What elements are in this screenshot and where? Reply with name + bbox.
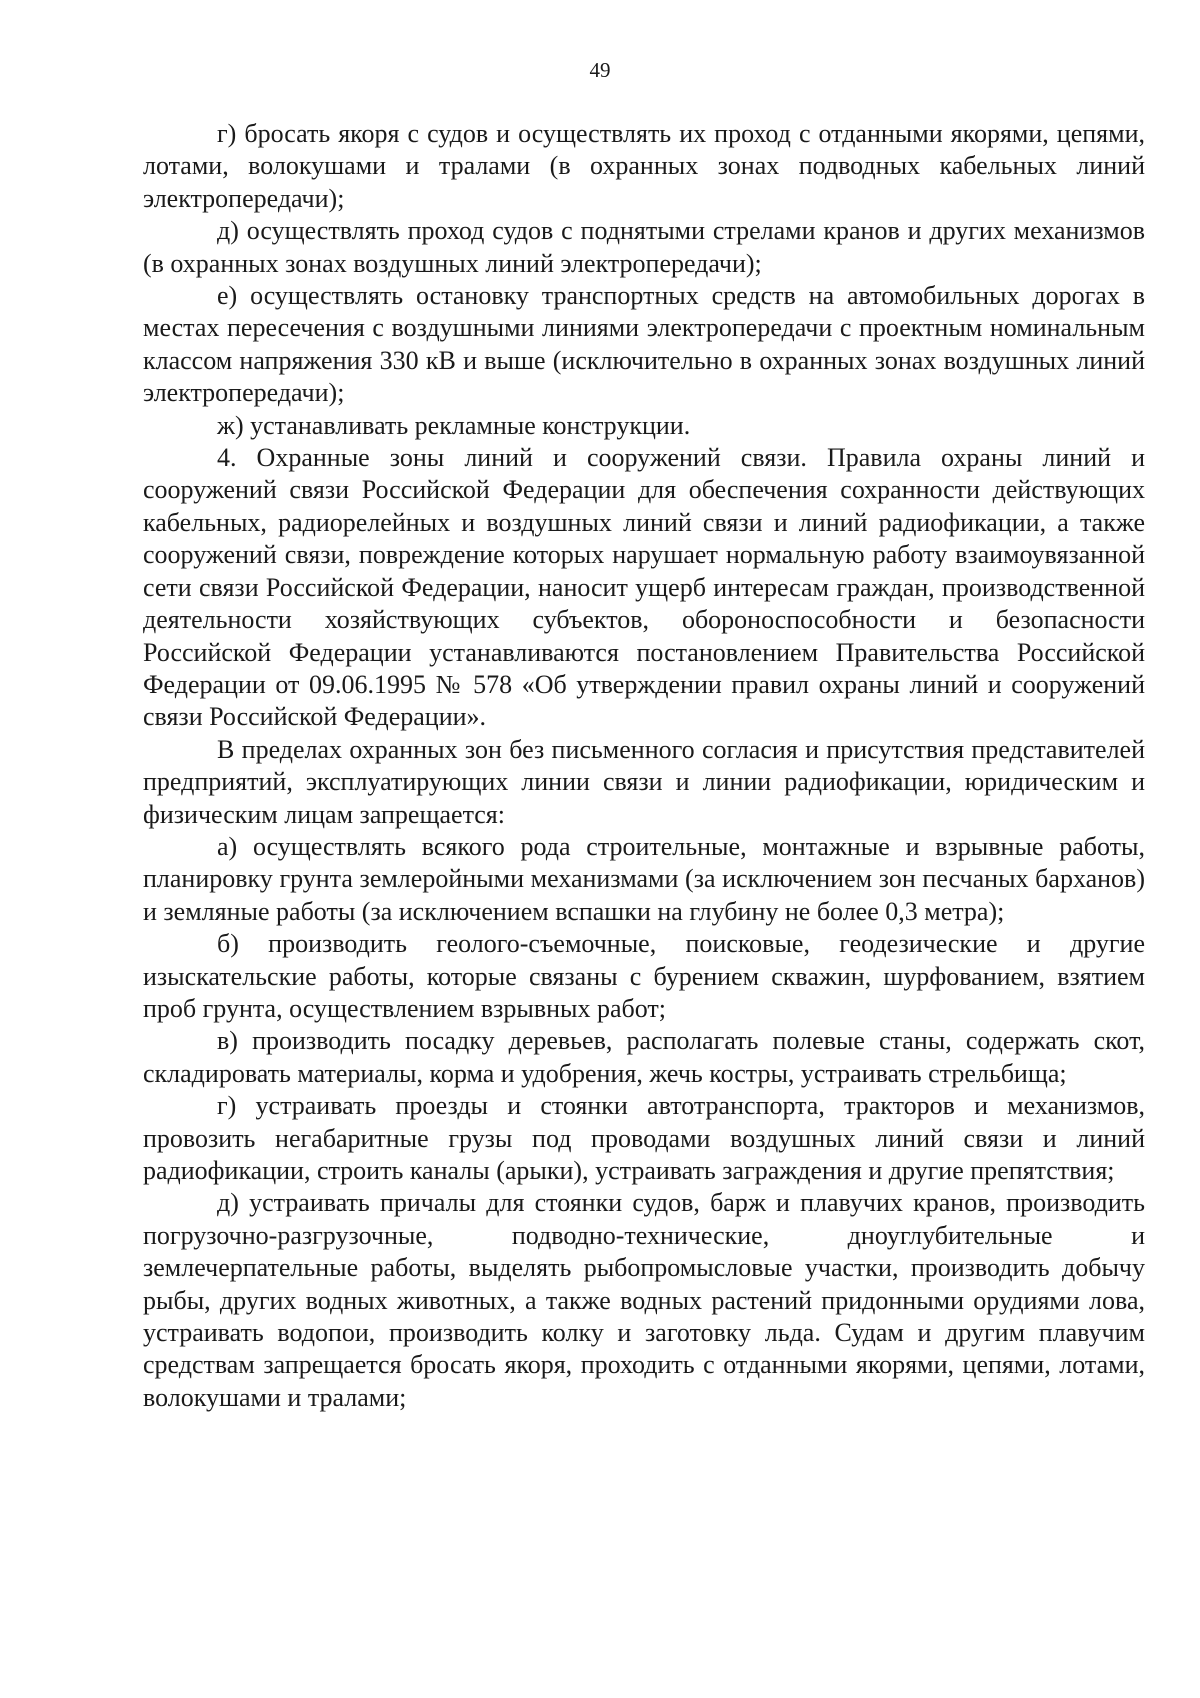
page-number: 49 xyxy=(589,58,611,82)
paragraph-4-communication-zones: 4. Охранные зоны линий и сооружений связи. Правила охраны линий и сооружений связи Российской Федерации для обеспечения сохранности действующих кабельных, радиорелейных и воздушных линий связи и линий радиофикации, а также сооружений связи, повреждение которых нарушает нормальную работу взаимоувязанной сети связи Российской Федерации, наносит ущерб интересам граждан, производственной деятельности хозяйствующих субъектов, обороноспособности и безопасности Российской Федерации устанавливаются постановлением Правительства Российской Федерации от 09.06.1995 № 578 «Об утверждении правил охраны линий и сооружений связи Российской Федерации». xyxy=(143,443,1145,732)
paragraph-zh-advertising: ж) устанавливать рекламные конструкции. xyxy=(217,410,691,440)
paragraph-d-moorings: д) устраивать причалы для стоянки судов, барж и плавучих кранов, производить погрузочно-разгрузочные, подводно-технические, дноуглубительные и землечерпательные работы, выделять рыбопромысловые участки, производить добычу рыбы, других водных животных, а также водных растений придонными орудиями лова, устраивать водопои, производить колку и заготовку льда. Судам и другим плавучим средствам запрещается бросать якоря, проходить с отданными якорями, цепями, лотами, волокушами и тралами; xyxy=(143,1188,1145,1412)
page-body xyxy=(143,118,1145,1414)
paragraph-d-cranes: д) осуществлять проход судов с поднятыми стрелами кранов и других механизмов (в охранных зонах воздушных линий электропередачи); xyxy=(143,216,1145,278)
paragraph-g-anchors: г) бросать якоря с судов и осуществлять их проход с отданными якорями, цепями, лотами, волокушами и тралами (в охранных зонах подводных кабельных линий электропередачи); xyxy=(143,119,1145,213)
paragraph-e-vehicles: е) осуществлять остановку транспортных средств на автомобильных дорогах в местах пересечения с воздушными линиями электропередачи с проектным номинальным классом напряжения 330 кВ и выше (исключительно в охранных зонах воздушных линий электропередачи); xyxy=(143,281,1145,408)
paragraph-a-construction: а) осуществлять всякого рода строительные, монтажные и взрывные работы, планировку грунта землеройными механизмами (за исключением зон песчаных барханов) и земляные работы (за исключением вспашки на глубину не более 0,3 метра); xyxy=(143,831,1145,926)
paragraph-b-survey: б) производить геолого-съемочные, поисковые, геодезические и другие изыскательские работы, которые связаны с бурением скважин, шурфованием, взятием проб грунта, осуществлением взрывных работ; xyxy=(143,929,1145,1023)
paragraph-v-planting: в) производить посадку деревьев, располагать полевые станы, содержать скот, складировать материалы, корма и удобрения, жечь костры, устраивать стрельбища; xyxy=(143,1026,1145,1088)
paragraph-prohibitions-intro: В пределах охранных зон без письменного согласия и присутствия представителей предприятий, эксплуатирующих линии связи и линии радиофикации, юридическим и физическим лицам запрещается: xyxy=(143,734,1145,829)
paragraph-g-driveways: г) устраивать проезды и стоянки автотранспорта, тракторов и механизмов, провозить негабаритные грузы под проводами воздушных линий связи и линий радиофикации, строить каналы (арыки), устраивать заграждения и другие препятствия; xyxy=(143,1091,1145,1185)
